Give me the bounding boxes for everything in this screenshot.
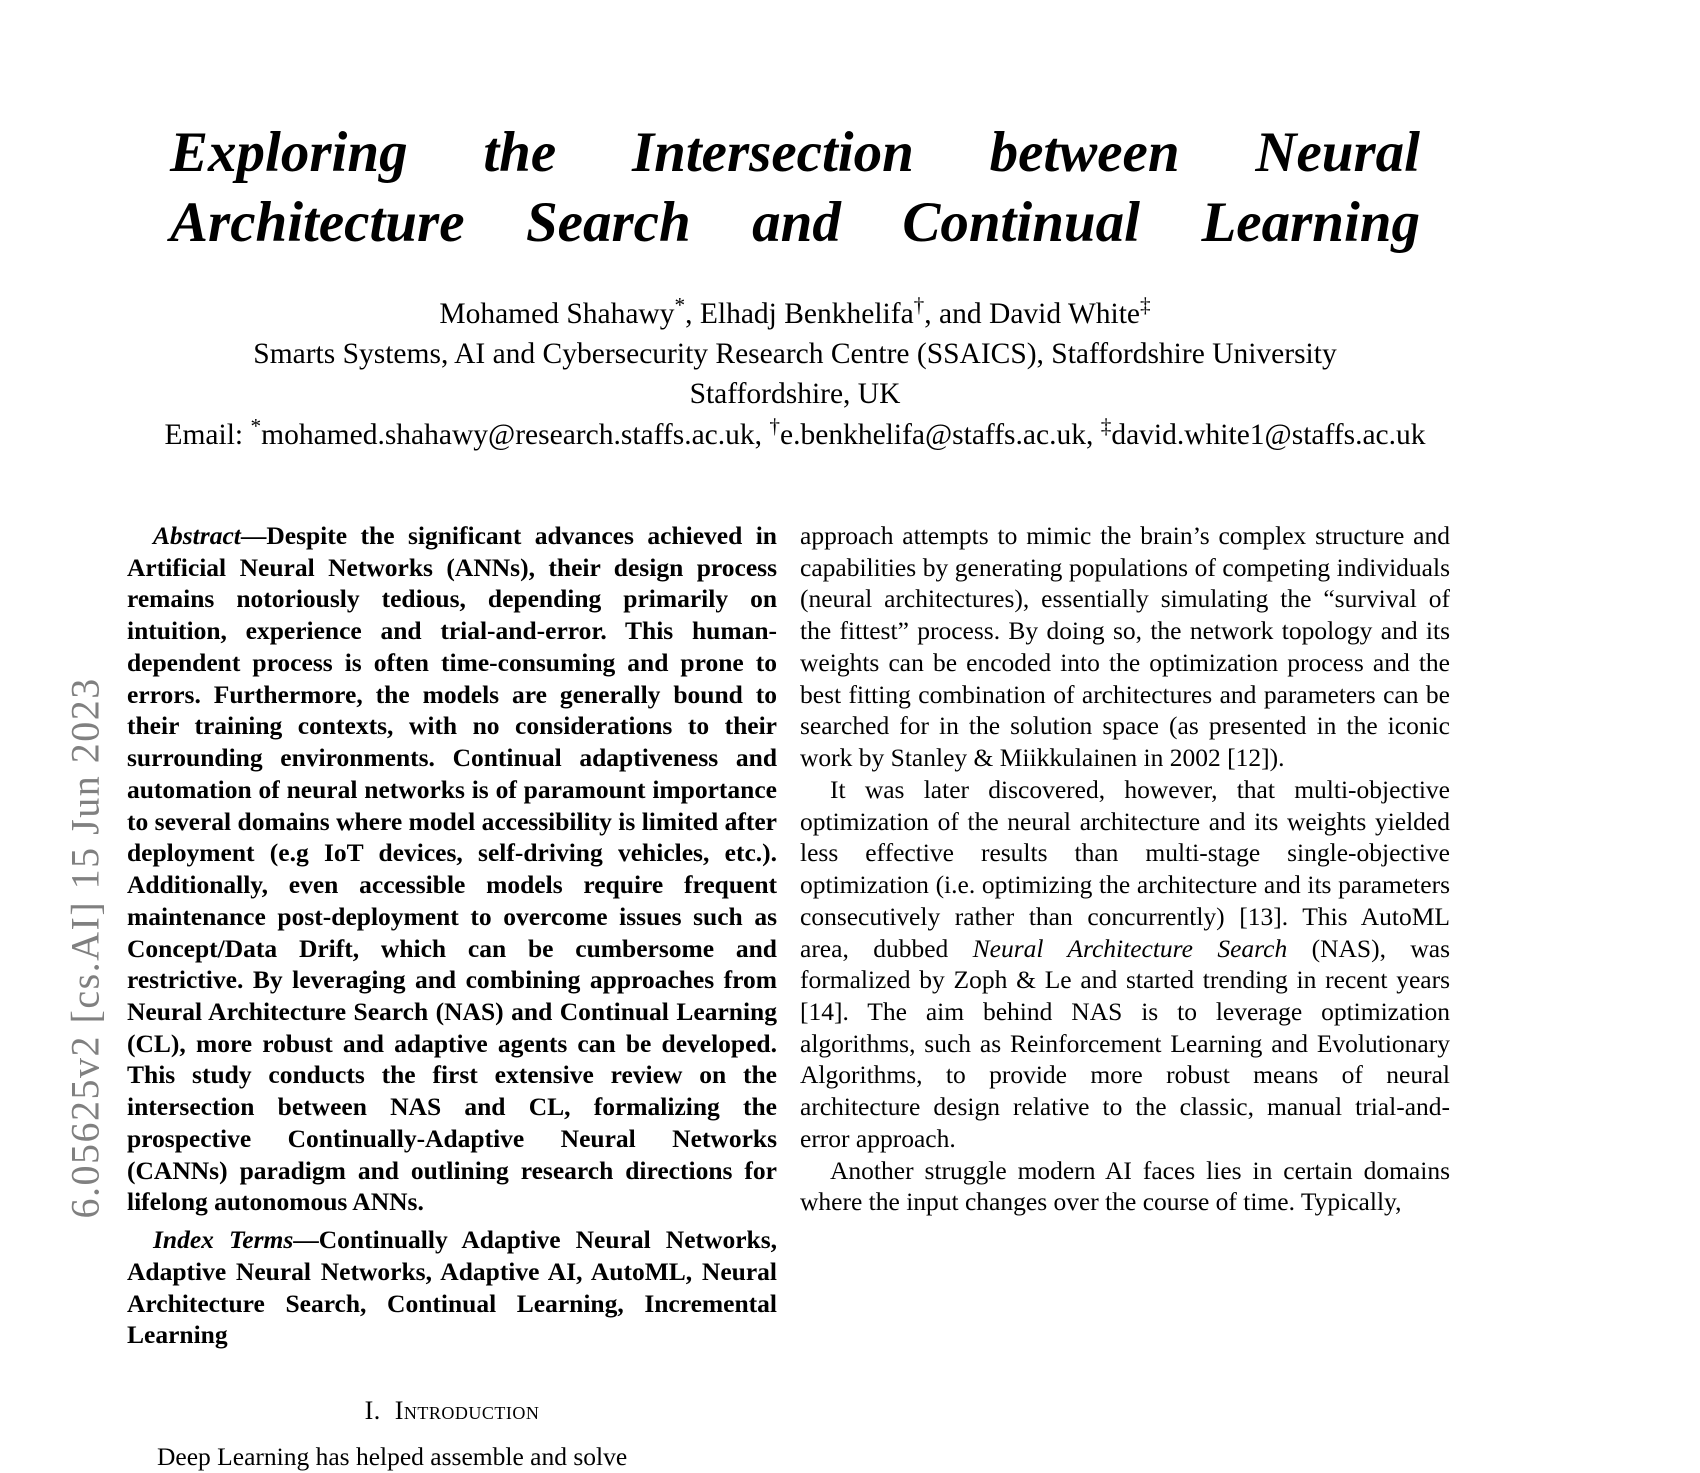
author-sep-1: ,	[685, 298, 700, 331]
email-address-1[interactable]: mohamed.shahawy@research.staffs.ac.uk	[261, 418, 755, 451]
email-marker-3: ‡	[1100, 413, 1112, 438]
section-title: Introduction	[394, 1396, 540, 1426]
right-paragraph-2	[800, 774, 1450, 1155]
abstract-text: Despite the significant advances achieved in Artificial Neural Networks (ANNs), their design process remains notoriously tedious, depending primarily on intuition, experience and trial-and-error. This human-dependent process is often time-consuming and prone to errors. Furthermore, the models are generally bound to their training contexts, with no considerations to their surrounding environments. Continual adaptiveness and automation of neural networks is of paramount importance to several domains where model accessibility is limited after deployment (e.g IoT devices, self-driving vehicles, etc.). Additionally, even accessible models require frequent maintenance post-deployment to overcome issues such as Concept/Data Drift, which can be cumbersome and restrictive. By leveraging and combining approaches from Neural Architecture Search (NAS) and Continual Learning (CL), more robust and adaptive agents can be developed. This study conducts the first extensive review on the intersection between NAS and CL, formalizing the prospective Continually-Adaptive Neural Networks (CANNs) paradigm and outlining research directions for lifelong autonomous ANNs.	[127, 521, 777, 1217]
email-address-2[interactable]: e.benkhelifa@staffs.ac.uk	[780, 418, 1086, 451]
author-name-1: Mohamed Shahawy	[439, 298, 675, 331]
arxiv-stamp-text: 6.05625v2 [cs.AI] 15 Jun 2023	[62, 677, 108, 1219]
author-name-2: Elhadj Benkhelifa	[699, 298, 914, 331]
author-marker-1: *	[674, 293, 686, 318]
right-column	[800, 520, 1450, 1218]
paper-header	[160, 118, 1430, 455]
right-paragraph-2-part-b: (NAS), was formalized by Zoph & Le and started trending in recent years [14]. The aim behind NAS is to leverage optimization algorithms, such as Reinforcement Learning and Evolutionary Algorithms, to provide more robust means of neural architecture design relative to the classic, manual trial-and-error approach.	[800, 933, 1451, 1153]
index-terms-text: Continually Adaptive Neural Networks, Adaptive Neural Networks, Adaptive AI, AutoML, Neural Architecture Search, Continual Learning, Incremental Learning	[127, 1225, 777, 1350]
right-paragraph-2-italic-term: Neural Architecture Search	[972, 933, 1288, 963]
affiliation-line-1: Smarts Systems, AI and Cybersecurity Research Centre (SSAICS), Staffordshire University	[253, 338, 1337, 371]
author-sep-2: , and	[924, 298, 990, 331]
author-list	[160, 294, 1430, 334]
email-marker-2: †	[769, 413, 781, 438]
abstract-dash: —	[240, 521, 267, 550]
affiliation-line-2: Staffordshire, UK	[689, 378, 901, 411]
abstract-paragraph	[127, 520, 777, 1218]
right-paragraph-1: approach attempts to mimic the brain’s complex structure and capabilities by generating populations of competing individuals (neural architectures), essentially simulating the “survival of the fittest” process. By doing so, the network topology and its weights can be encoded into the optimization process and the best fitting combination of architectures and parameters can be searched for in the solution space (as presented in the iconic work by Stanley & Miikkulainen in 2002 [12]).	[800, 521, 1450, 773]
author-block	[160, 294, 1430, 454]
author-name-3: David White	[989, 298, 1141, 331]
intro-paragraph-partial: Deep Learning has helped assemble and solve	[157, 1442, 628, 1472]
abstract-label: Abstract	[153, 521, 241, 550]
email-address-3[interactable]: david.white1@staffs.ac.uk	[1111, 418, 1426, 451]
right-paragraph-3: Another struggle modern AI faces lies in certain domains where the input changes over the course of time. Typically,	[800, 1155, 1450, 1217]
email-sep-2: ,	[1085, 418, 1101, 451]
email-marker-1: *	[250, 413, 262, 438]
author-marker-3: ‡	[1140, 293, 1151, 318]
left-column	[127, 520, 777, 1473]
section-heading-introduction	[127, 1395, 777, 1427]
section-number: I.	[364, 1396, 381, 1426]
two-column-body	[0, 520, 1700, 1472]
title-line-2: Architecture Search and Continual Learning	[170, 191, 1420, 255]
index-terms-dash: —	[293, 1225, 319, 1255]
right-paragraph-2-part-a: It was later discovered, however, that multi-objective optimization of the neural architecture and its weights yielded less effective results than multi-stage single-objective optimization (i.e. optimizing the architecture and its parameters consecutively rather than concurrently) [13]. This AutoML area, dubbed	[800, 774, 1450, 963]
author-marker-2: †	[913, 293, 925, 318]
index-terms-paragraph	[127, 1224, 777, 1351]
email-label: Email:	[164, 418, 251, 451]
email-sep-1: ,	[754, 418, 770, 451]
page-title	[160, 118, 1430, 258]
index-terms-label: Index Terms	[153, 1225, 294, 1255]
title-line-1: Exploring the Intersection between Neural	[170, 121, 1420, 184]
email-line	[160, 415, 1430, 455]
